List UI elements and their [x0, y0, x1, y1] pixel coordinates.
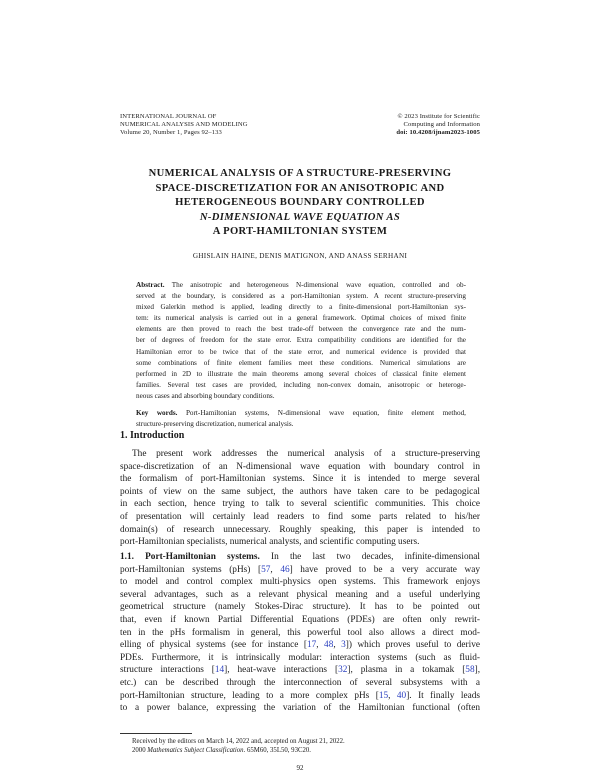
citation-link[interactable]: 57: [261, 564, 271, 575]
body-line: domain(s) of research unnecessary. Roughly speaking, this paper is intended to: [120, 524, 480, 535]
citation-link[interactable]: 48: [324, 640, 334, 651]
body-line: the formalism of port-Hamiltonian systems. Since it is intended to merge several: [120, 474, 480, 485]
abstract-line: some combinations of finite element families meet these conditions. Numerical simulations are: [136, 358, 466, 367]
body-line: of presentation will certainly lead readers to find some parts related to his/her: [120, 511, 480, 522]
abstract-line: Abstract. The anisotropic and heterogeneous N-dimensional wave equation, controlled and ob-: [136, 281, 467, 289]
body-line: etc.) can be described through the interconnection of several subsystems with a: [120, 677, 480, 688]
body-line: port-Hamiltonian systems (pHs) [57, 46] have proved to be a very accurate way: [120, 564, 481, 575]
journal-volume: Volume 20, Number 1, Pages 92–133: [120, 129, 222, 136]
body-line: to a power balance, expressing the variation of the Hamiltonian functional (often: [120, 703, 480, 714]
abstract-line: elements are then proved to reach the best trade-off between the convergence rate and the num-: [136, 325, 466, 334]
copyright-line2: Computing and Information: [403, 121, 480, 128]
doi: doi: 10.4208/ijnam2023-1005: [396, 129, 480, 136]
keywords: [136, 408, 466, 430]
keywords-line: structure-preserving discretization, numerical analysis.: [136, 420, 294, 429]
journal-name-line1: INTERNATIONAL JOURNAL OF: [120, 113, 217, 120]
abstract-line: families. Several test cases are provided, including non-convex domain, anisotropic or heteroge-: [136, 380, 466, 389]
body-line: to model and control complex multi-physics open systems. This framework enjoys: [120, 577, 480, 588]
copyright-block: [370, 113, 480, 137]
subsection-paragraph: [120, 551, 480, 715]
abstract: [136, 280, 466, 402]
keywords-label: Key words.: [136, 409, 178, 417]
keywords-line: Key words. Port-Hamiltonian systems, N-dimensional wave equation, finite element method,: [136, 409, 466, 417]
body-line: 1.1. Port-Hamiltonian systems. In the last two decades, infinite-dimensional: [120, 552, 481, 562]
citation-link[interactable]: 14: [214, 665, 225, 676]
body-line: points of view on the same subject, the authors have taken care to be pedagogical: [120, 486, 480, 497]
copyright-line1: © 2023 Institute for Scientific: [397, 113, 480, 120]
abstract-line: tem: its numerical analysis is carried out in a general framework. Optimal choices of mixed finite: [136, 314, 466, 323]
title-line3: HETEROGENEOUS BOUNDARY CONTROLLED: [175, 197, 425, 209]
title-line4: N-DIMENSIONAL WAVE EQUATION AS: [199, 211, 401, 223]
body-line: The present work addresses the numerical analysis of a structure-preserving: [132, 449, 480, 459]
body-line: port-Hamiltonian specialists, numerical analysts, and scientific computing users.: [120, 537, 420, 548]
msc-note: 2000 Mathematics Subject Classification. 65M60, 35L50, 93C20.: [132, 747, 311, 755]
citation-link[interactable]: 3: [341, 640, 346, 651]
body-line: ten in the pHs formalism in general, this powerful tool also allows a direct mod-: [120, 627, 480, 638]
section-heading: 1. Introduction: [120, 430, 185, 441]
body-line: structure interactions [14], heat-wave interactions [32], plasma in a tokamak [58],: [120, 665, 481, 676]
citation-link[interactable]: 40: [396, 690, 407, 701]
abstract-line: ber of degrees of freedom for the state error. Extra compatibility conditions are identified for the: [136, 336, 466, 345]
title-line5: A PORT-HAMILTONIAN SYSTEM: [212, 226, 388, 238]
abstract-label: Abstract.: [136, 281, 165, 289]
authors: GHISLAIN HAINE, DENIS MATIGNON, AND ANASS SERHANI: [192, 252, 408, 260]
body-line: elling of physical systems (see for instance [17, 48, 3]) which proves useful to derive: [120, 640, 480, 651]
abstract-line: performed in 2D to illustrate the main theorems among several choices of classical finite element: [136, 369, 466, 378]
citation-link[interactable]: 32: [338, 665, 348, 676]
body-line: in each section, hence trying to talk to several scientific communities. This choice: [120, 499, 480, 510]
body-line: that, even if known Partial Differential Equations (PDEs) are often only rewrit-: [120, 614, 480, 625]
journal-name-line2: NUMERICAL ANALYSIS AND MODELING: [120, 121, 248, 128]
abstract-line: Hamiltonian error to be twice that of the state error, and numerical evidence is provided that: [136, 347, 466, 356]
title-line2: SPACE-DISCRETIZATION FOR AN ANISOTROPIC AND: [155, 182, 445, 194]
abstract-line: served at the boundary, is considered as a port-Hamiltonian system. A recent structure-preserving: [136, 292, 466, 301]
page-number: 92: [296, 764, 304, 772]
footnotes: [120, 737, 480, 756]
citation-link[interactable]: 17: [306, 640, 317, 651]
body-line: space-discretization of an N-dimensional wave equation with boundary control in: [120, 461, 480, 472]
body-line: several advantages, such as a relevant physical meaning and a useful underlying: [120, 589, 480, 600]
body-line: geometrical structure (namely Stokes-Dirac structure). It has to be pointed out: [120, 602, 480, 613]
citation-link[interactable]: 15: [378, 690, 389, 701]
received-note: Received by the editors on March 14, 2022 and, accepted on August 21, 2022.: [132, 738, 345, 745]
subsection-heading: 1.1. Port-Hamiltonian systems.: [120, 552, 260, 562]
abstract-line: mixed Galerkin method is applied, leading directly to a finite-dimensional port-Hamiltonian sys-: [136, 303, 466, 312]
body-line: port-Hamiltonian structure, leading to a more complex pHs [15, 40]. It finally leads: [120, 690, 480, 701]
citation-link[interactable]: 58: [465, 665, 475, 676]
citation-link[interactable]: 46: [280, 564, 290, 575]
body-line: PDEs. Furthermore, it is intrinsically modular: interaction systems (such as fluid-: [120, 652, 480, 663]
title-line1: NUMERICAL ANALYSIS OF A STRUCTURE-PRESERVING: [148, 168, 452, 179]
footnote-rule: [120, 733, 192, 734]
abstract-line: neous cases and absorbing boundary conditions.: [136, 391, 275, 400]
journal-header: [120, 113, 248, 137]
paper-title: [100, 167, 500, 240]
introduction-paragraph: [120, 448, 480, 549]
